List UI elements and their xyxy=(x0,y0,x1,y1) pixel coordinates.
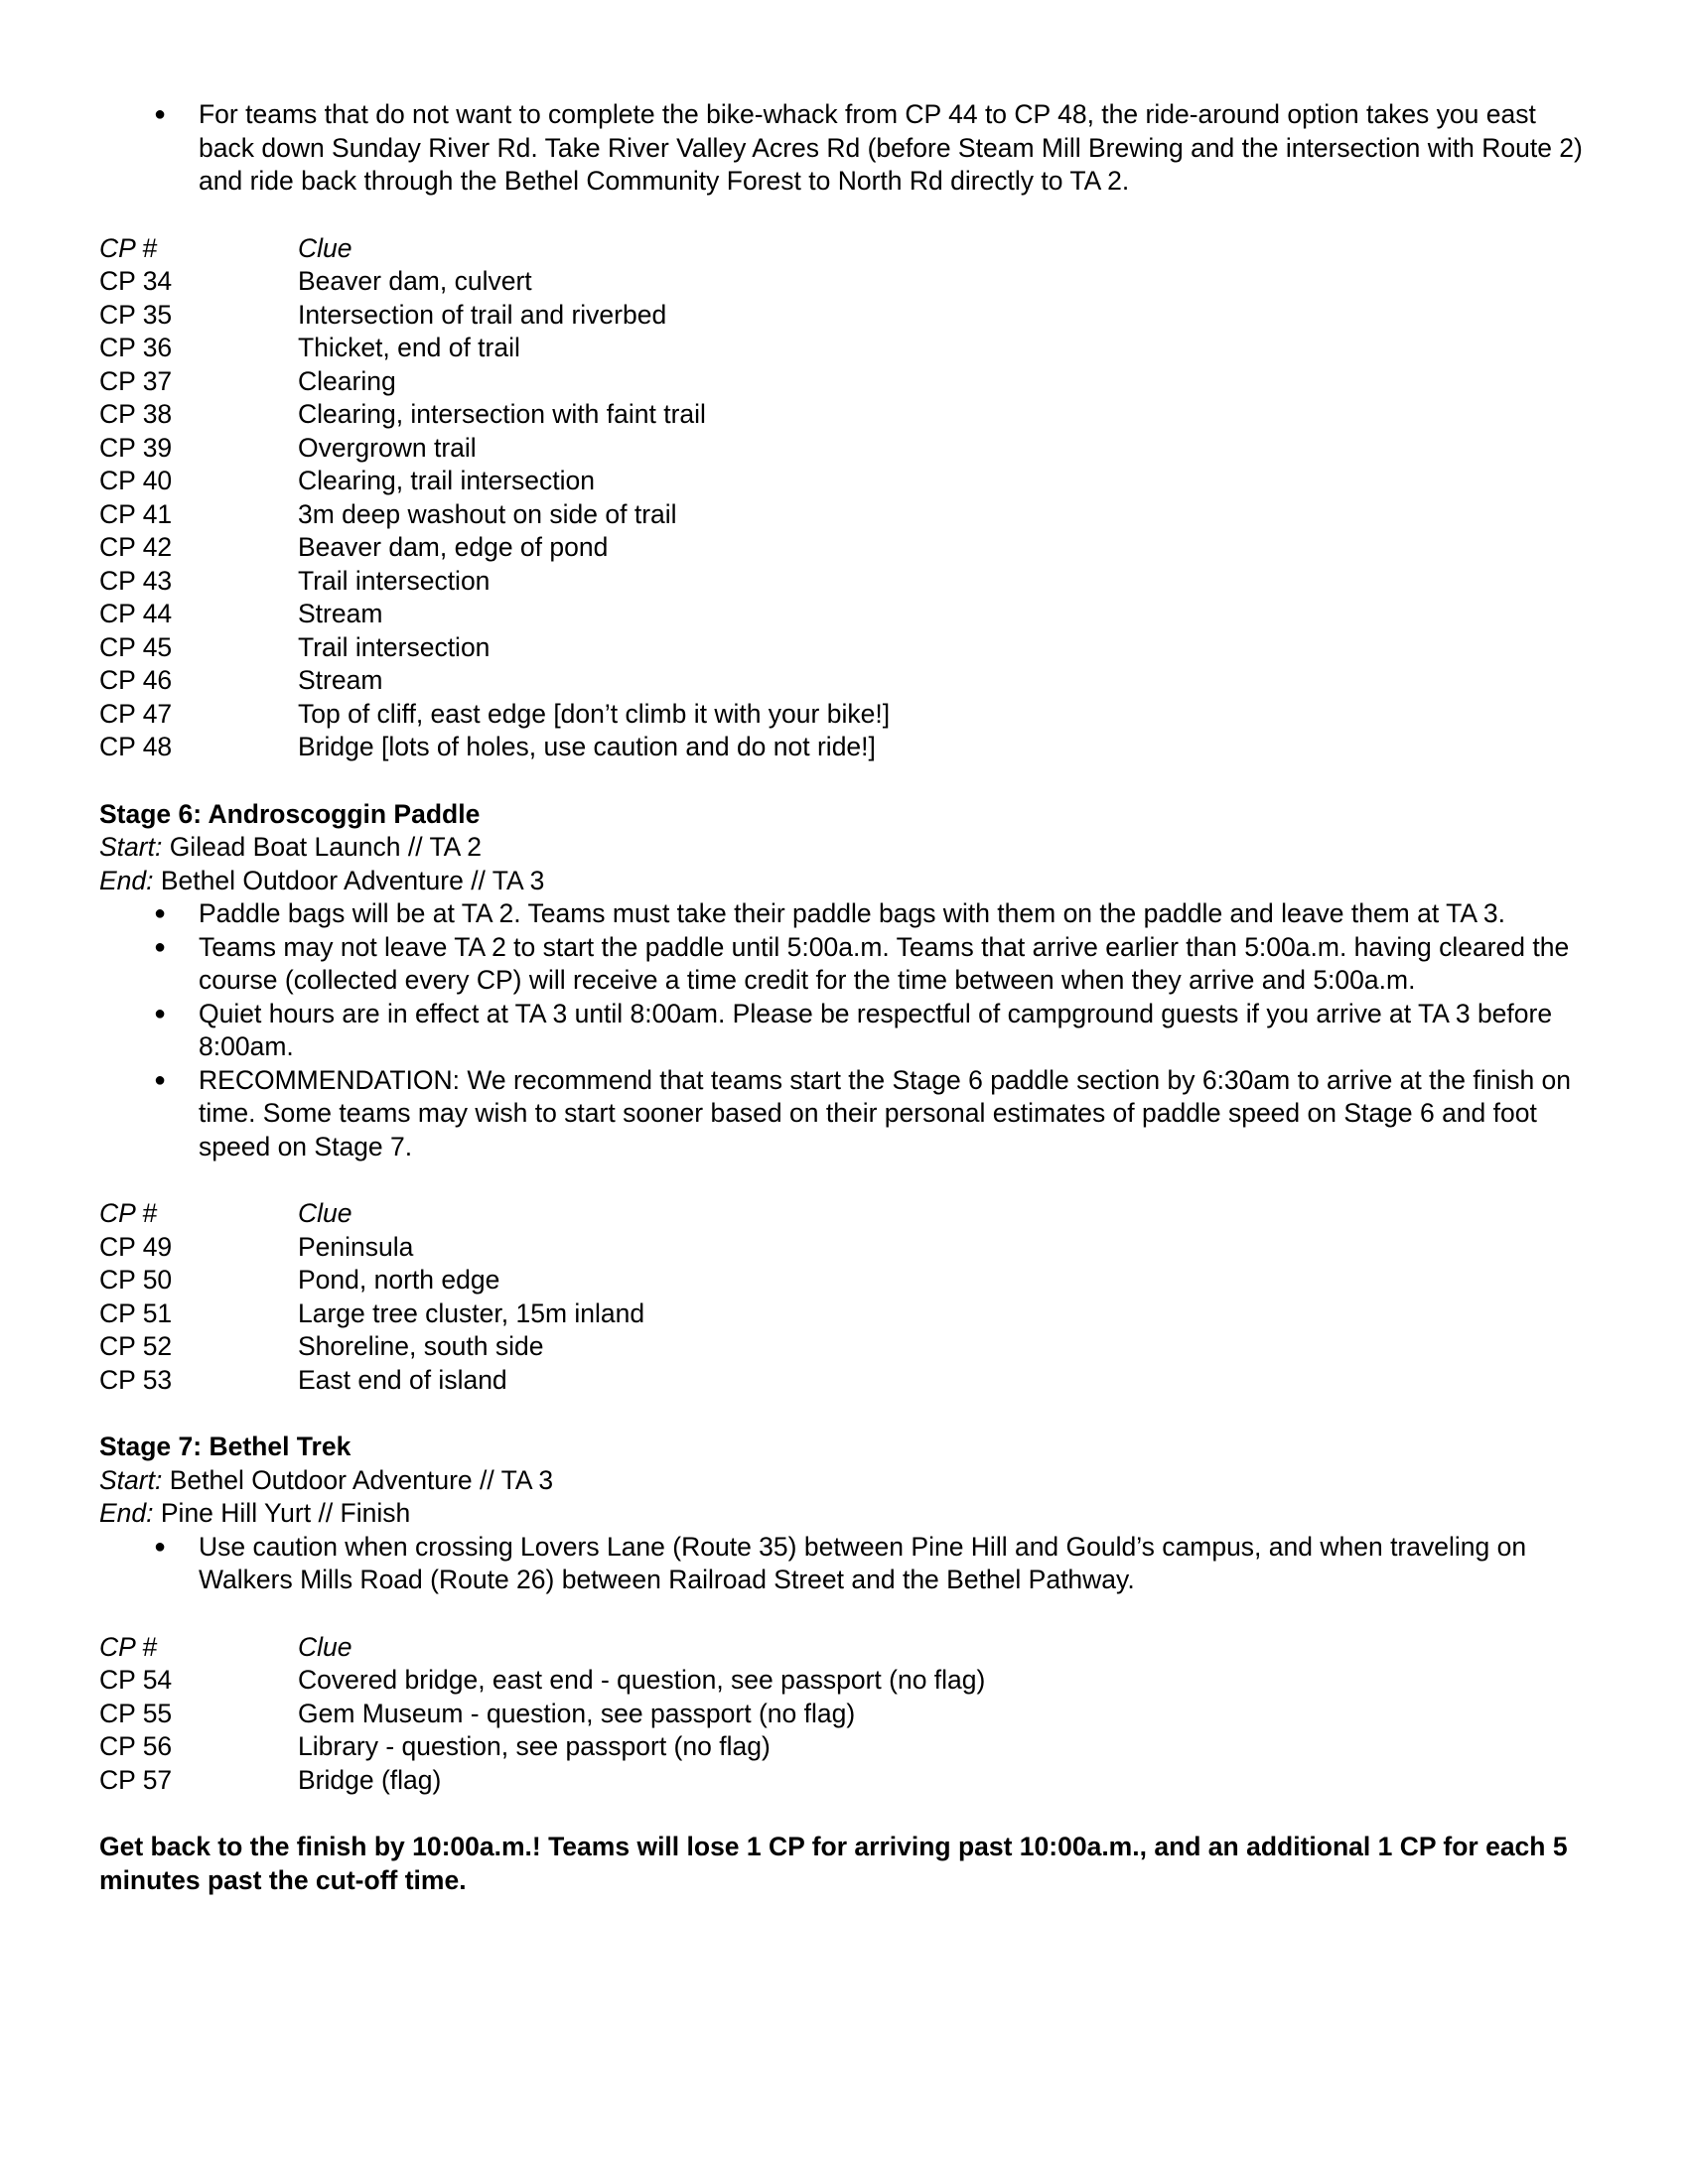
bullet-item xyxy=(99,1531,1589,1597)
spacer xyxy=(99,1597,1589,1631)
cp-clue: Stream xyxy=(298,665,383,695)
cp-clue: Thicket, end of trail xyxy=(298,333,520,362)
stage5-cp-table xyxy=(99,232,1589,764)
cp-clue: Beaver dam, culvert xyxy=(298,266,532,296)
cp-clue: Beaver dam, edge of pond xyxy=(298,532,609,562)
table-row xyxy=(99,365,1589,399)
cp-number: CP 39 xyxy=(99,432,173,463)
stage6-title: Stage 6: Androscoggin Paddle xyxy=(99,798,481,829)
cp-number: CP 53 xyxy=(99,1364,173,1395)
table-row xyxy=(99,731,1589,764)
cp-column-header: CP # xyxy=(99,1631,157,1662)
cp-clue: Intersection of trail and riverbed xyxy=(298,299,667,330)
cp-clue: Peninsula xyxy=(298,1231,414,1262)
cp-number: CP 34 xyxy=(99,266,173,296)
cp-number: CP 35 xyxy=(99,299,173,330)
stage7-title: Stage 7: Bethel Trek xyxy=(99,1432,352,1461)
table-row xyxy=(99,1297,1589,1331)
cp-number: CP 56 xyxy=(99,1731,173,1761)
table-row xyxy=(99,664,1589,698)
table-header-row xyxy=(99,232,1589,266)
end-value: Bethel Outdoor Adventure // TA 3 xyxy=(153,865,545,895)
cp-number: CP 57 xyxy=(99,1764,173,1795)
cp-number: CP 46 xyxy=(99,665,173,695)
bullet-icon: ● xyxy=(154,902,167,924)
cp-column-header: CP # xyxy=(99,1198,157,1228)
table-row xyxy=(99,1664,1589,1698)
bullet-icon: ● xyxy=(154,103,167,125)
table-row xyxy=(99,299,1589,333)
bullet-text: Quiet hours are in effect at TA 3 until 8:00am. Please be respectful of campground guests if you arrive at TA 3 before 8:00am. xyxy=(199,998,1553,1061)
final-note: Get back to the finish by 10:00a.m.! Teams will lose 1 CP for arriving past 10:00a.m., and an additional 1 CP for each 5 minutes past the cut-off time. xyxy=(99,1832,1568,1895)
stage6-end xyxy=(99,865,1589,898)
bullet-text: Teams may not leave TA 2 to start the paddle until 5:00a.m. Teams that arrive earlier than 5:00a.m. having cleared the course (collected every CP) will receive a time credit for the time between when they arrive and 5:00a.m. xyxy=(199,931,1570,995)
stage7-cp-table xyxy=(99,1631,1589,1798)
start-label: Start: xyxy=(99,832,163,862)
stage7-bullet-list xyxy=(99,1531,1589,1597)
cp-number: CP 43 xyxy=(99,565,173,596)
cp-number: CP 47 xyxy=(99,698,173,729)
cp-number: CP 36 xyxy=(99,333,173,362)
spacer xyxy=(99,1797,1589,1831)
cp-clue: Overgrown trail xyxy=(298,432,477,463)
bullet-text: Use caution when crossing Lovers Lane (Route 35) between Pine Hill and Gould’s campus, and when traveling on Walkers Mills Road (Route 26) between Railroad Street and the Bethel Pathway. xyxy=(199,1531,1527,1594)
table-row xyxy=(99,698,1589,732)
table-header-row xyxy=(99,1197,1589,1231)
clue-column-header: Clue xyxy=(298,232,352,263)
bullet-item xyxy=(99,931,1589,998)
cp-number: CP 37 xyxy=(99,365,173,396)
bullet-item xyxy=(99,1064,1589,1164)
clue-column-header: Clue xyxy=(298,1631,352,1662)
cp-clue: Library - question, see passport (no flag) xyxy=(298,1731,771,1761)
spacer xyxy=(99,199,1589,232)
stage6-section xyxy=(99,798,1589,1398)
bullet-item xyxy=(99,998,1589,1064)
cp-clue: Covered bridge, east end - question, see passport (no flag) xyxy=(298,1665,986,1695)
table-row xyxy=(99,531,1589,565)
cp-clue: Large tree cluster, 15m inland xyxy=(298,1297,645,1328)
table-row xyxy=(99,465,1589,498)
cp-clue: Stream xyxy=(298,599,383,628)
cp-clue: Clearing, intersection with faint trail xyxy=(298,399,706,429)
start-label: Start: xyxy=(99,1464,163,1495)
table-row xyxy=(99,1231,1589,1265)
cp-number: CP 40 xyxy=(99,466,173,495)
table-row xyxy=(99,498,1589,532)
stage7-end xyxy=(99,1497,1589,1531)
bullet-item xyxy=(99,897,1589,931)
intro-bullet-list xyxy=(99,98,1589,199)
stage6-cp-table xyxy=(99,1197,1589,1397)
cp-clue: Trail intersection xyxy=(298,631,491,662)
cp-number: CP 38 xyxy=(99,399,173,429)
table-row xyxy=(99,631,1589,665)
table-row xyxy=(99,1764,1589,1798)
cp-number: CP 51 xyxy=(99,1297,173,1328)
table-row xyxy=(99,265,1589,299)
stage7-section xyxy=(99,1431,1589,1797)
end-label: End: xyxy=(99,1498,154,1528)
cp-column-header: CP # xyxy=(99,232,157,263)
bullet-item xyxy=(99,98,1589,199)
table-row xyxy=(99,1364,1589,1398)
cp-number: CP 44 xyxy=(99,599,173,628)
bullet-icon: ● xyxy=(154,935,167,958)
cp-clue: Shoreline, south side xyxy=(298,1331,544,1361)
cp-number: CP 50 xyxy=(99,1265,173,1295)
bullet-text: Paddle bags will be at TA 2. Teams must take their paddle bags with them on the paddle and leave them at TA 3. xyxy=(199,898,1505,928)
cp-number: CP 42 xyxy=(99,532,173,562)
document-content xyxy=(99,98,1589,1897)
spacer xyxy=(99,1397,1589,1431)
cp-clue: Bridge (flag) xyxy=(298,1764,442,1795)
cp-clue: East end of island xyxy=(298,1364,507,1395)
end-label: End: xyxy=(99,865,154,895)
bullet-text: For teams that do not want to complete the bike-whack from CP 44 to CP 48, the ride-around option takes you east back down Sunday River Rd. Take River Valley Acres Rd (before Steam Mill Brewing and the intersection with Route 2) and ride back through the Bethel Community Forest to North Rd directly to TA 2. xyxy=(199,99,1583,196)
table-row xyxy=(99,332,1589,365)
table-row xyxy=(99,432,1589,466)
table-header-row xyxy=(99,1631,1589,1665)
cp-clue: Trail intersection xyxy=(298,565,491,596)
bullet-icon: ● xyxy=(154,1068,167,1091)
cp-clue: Gem Museum - question, see passport (no flag) xyxy=(298,1698,856,1728)
table-row xyxy=(99,598,1589,631)
cp-clue: 3m deep washout on side of trail xyxy=(298,498,677,529)
table-row xyxy=(99,1330,1589,1364)
spacer xyxy=(99,1163,1589,1197)
bullet-icon: ● xyxy=(154,1002,167,1024)
end-value: Pine Hill Yurt // Finish xyxy=(153,1498,411,1528)
table-row xyxy=(99,565,1589,599)
cp-clue: Top of cliff, east edge [don’t climb it with your bike!] xyxy=(298,698,891,729)
stage7-start xyxy=(99,1464,1589,1498)
start-value: Bethel Outdoor Adventure // TA 3 xyxy=(162,1464,554,1495)
cp-number: CP 45 xyxy=(99,631,173,662)
cp-number: CP 54 xyxy=(99,1665,173,1695)
cp-clue: Clearing, trail intersection xyxy=(298,466,595,495)
cp-clue: Pond, north edge xyxy=(298,1265,500,1295)
cp-number: CP 52 xyxy=(99,1331,173,1361)
stage6-start xyxy=(99,831,1589,865)
cp-number: CP 49 xyxy=(99,1231,173,1262)
cp-number: CP 41 xyxy=(99,498,173,529)
bullet-icon: ● xyxy=(154,1535,167,1558)
table-row xyxy=(99,1730,1589,1764)
cp-clue: Bridge [lots of holes, use caution and do not ride!] xyxy=(298,732,876,761)
stage6-bullet-list xyxy=(99,897,1589,1163)
table-row xyxy=(99,398,1589,432)
table-row xyxy=(99,1264,1589,1297)
spacer xyxy=(99,764,1589,798)
cp-clue: Clearing xyxy=(298,365,396,396)
clue-column-header: Clue xyxy=(298,1198,352,1228)
bullet-text: RECOMMENDATION: We recommend that teams start the Stage 6 paddle section by 6:30am to arrive at the finish on time. Some teams may wish to start sooner based on their personal estimates of paddle speed on Stage 6 and foot speed on Stage 7. xyxy=(199,1064,1572,1161)
table-row xyxy=(99,1698,1589,1731)
cp-number: CP 55 xyxy=(99,1698,173,1728)
start-value: Gilead Boat Launch // TA 2 xyxy=(162,832,482,862)
cp-number: CP 48 xyxy=(99,732,173,761)
